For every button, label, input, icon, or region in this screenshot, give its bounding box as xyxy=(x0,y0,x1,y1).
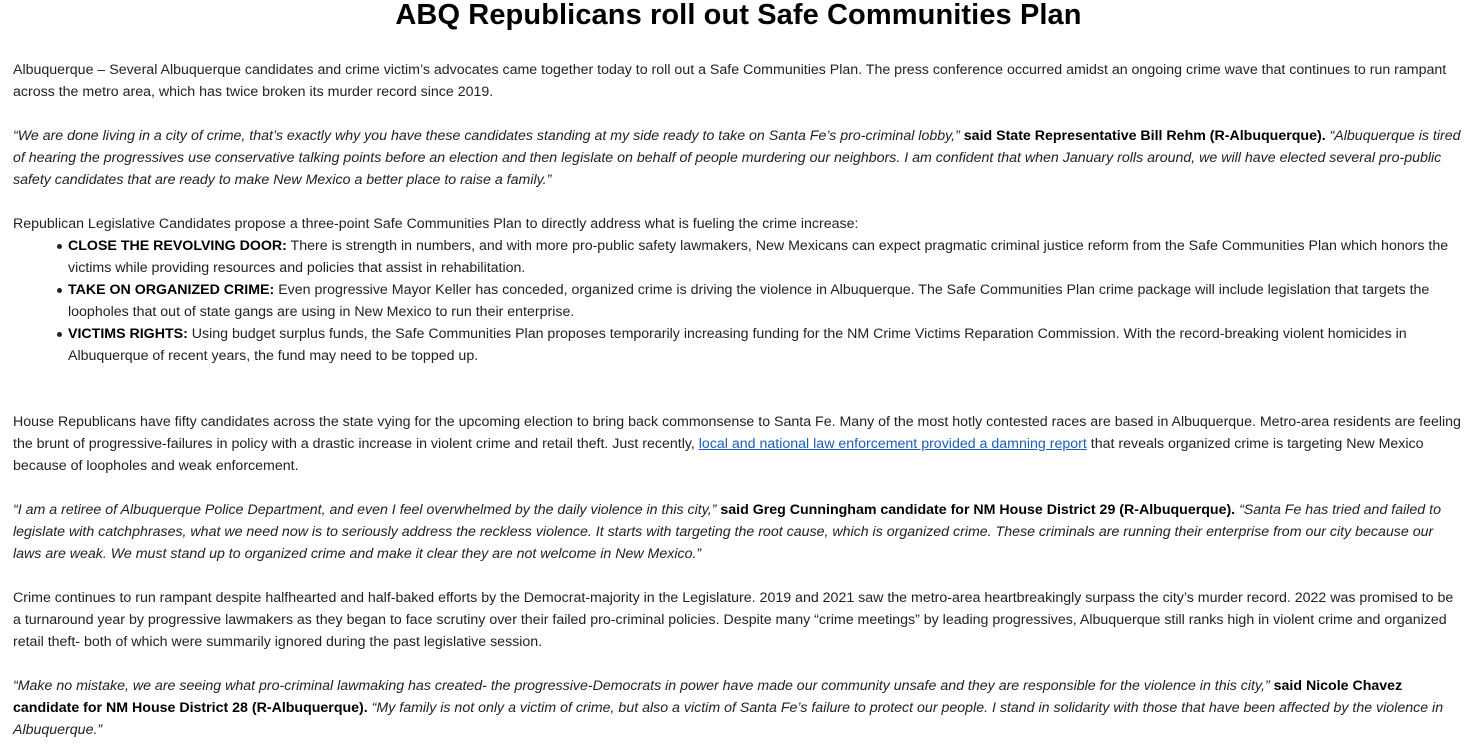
quote-cunningham-attribution: said Greg Cunningham candidate for NM House District 29 (R-Albuquerque). xyxy=(716,502,1236,518)
plan-item-label: VICTIMS RIGHTS: xyxy=(68,326,188,342)
quote-chavez-text-b: “My family is not only a victim of crime, but also a victim of Santa Fe’s failure to protect our people. I stand in solidarity with those that have been affected by the violence in Albuquerque.” xyxy=(13,700,1444,738)
quote-cunningham xyxy=(13,499,1464,565)
plan-item-text: Even progressive Mayor Keller has conceded, organized crime is driving the violence in Albuquerque. The Safe Communities Plan crime package will include legislation that targets the loopholes that out of state gangs are using in New Mexico to run their enterprise. xyxy=(68,282,1430,320)
plan-item-revolving-door xyxy=(68,235,1464,279)
plan-item-victims-rights xyxy=(68,323,1464,367)
quote-chavez-attribution: said Nicole Chavez candidate for NM House District 28 (R-Albuquerque). xyxy=(13,678,1403,716)
crime-paragraph: Crime continues to run rampant despite halfhearted and half-baked efforts by the Democrat-majority in the Legislature. 2019 and 2021 saw the metro-area heartbreakingly surpass the city’s murder record. 2022 was promised to be a turnaround year by progressive lawmakers as they began to face scrutiny over their failed pro-criminal policies. Despite many “crime meetings” by leading progressives, Albuquerque still ranks high in violent crime and organized retail theft- both of which were summarily ignored during the past legislative session. xyxy=(13,590,1454,650)
quote-rehm xyxy=(13,125,1464,191)
quote-rehm-attribution: said State Representative Bill Rehm (R-Albuquerque). xyxy=(959,128,1326,144)
plan-item-organized-crime xyxy=(68,279,1464,323)
plan-item-label: CLOSE THE REVOLVING DOOR: xyxy=(68,238,287,254)
quote-chavez xyxy=(13,675,1464,741)
quote-cunningham-text-a: “I am a retiree of Albuquerque Police Department, and even I feel overwhelmed by the daily violence in this city,” xyxy=(13,502,717,518)
house-para-before: House Republicans have fifty candidates across the state vying for the upcoming election to bring back commonsense to Santa Fe. Many of the most hotly contested races are based in Albuquerque. Metro-area residents are feeling the brunt of progressive-failures in policy with a drastic increase in violent crime and retail theft. Just recently, xyxy=(13,414,1461,452)
plan-intro: Republican Legislative Candidates propose a three-point Safe Communities Plan to directly address what is fueling the crime increase: xyxy=(13,216,859,232)
house-republicans-paragraph xyxy=(13,411,1464,477)
plan-list xyxy=(13,235,1464,367)
intro-paragraph: Albuquerque – Several Albuquerque candidates and crime victim’s advocates came together today to roll out a Safe Communities Plan. The press conference occurred amidst an ongoing crime wave that continues to run rampant across the metro area, which has twice broken its murder record since 2019. xyxy=(13,62,1447,100)
quote-chavez-text-a: “Make no mistake, we are seeing what pro-criminal lawmaking has created- the progressive-Democrats in power have made our community unsafe and they are responsible for the violence in this city,” xyxy=(13,678,1270,694)
quote-rehm-text-b: “Albuquerque is tired of hearing the progressives use conservative talking points before an election and then legislate on behalf of people murdering our neighbors. I am confident that when January rolls around, we will have elected several pro-public safety candidates that are ready to make New Mexico a better place to raise a family.” xyxy=(13,128,1461,188)
damning-report-link[interactable]: local and national law enforcement provided a damning report xyxy=(698,436,1087,452)
plan-item-text: Using budget surplus funds, the Safe Communities Plan proposes temporarily increasing funding for the NM Crime Victims Reparation Commission. With the record-breaking violent homicides in Albuquerque of recent years, the fund may need to be topped up. xyxy=(68,326,1407,364)
article-title: ABQ Republicans roll out Safe Communities Plan xyxy=(395,0,1082,31)
plan-item-label: TAKE ON ORGANIZED CRIME: xyxy=(68,282,275,298)
house-para-after: that reveals organized crime is targeting New Mexico because of loopholes and weak enforcement. xyxy=(13,436,1424,474)
quote-rehm-text-a: “We are done living in a city of crime, that’s exactly why you have these candidates standing at my side ready to take on Santa Fe’s pro-criminal lobby,” xyxy=(13,128,960,144)
plan-item-text: There is strength in numbers, and with more pro-public safety lawmakers, New Mexicans can expect pragmatic criminal justice reform from the Safe Communities Plan which honors the victims while providing resources and policies that assist in rehabilitation. xyxy=(68,238,1449,276)
quote-cunningham-text-b: “Santa Fe has tried and failed to legislate with catchphrases, what we need now is to seriously address the reckless violence. It starts with targeting the root cause, which is organized crime. These criminals are running their enterprise from our city because our laws are weak. We must stand up to organized crime and make it clear they are not welcome in New Mexico.” xyxy=(13,502,1441,562)
